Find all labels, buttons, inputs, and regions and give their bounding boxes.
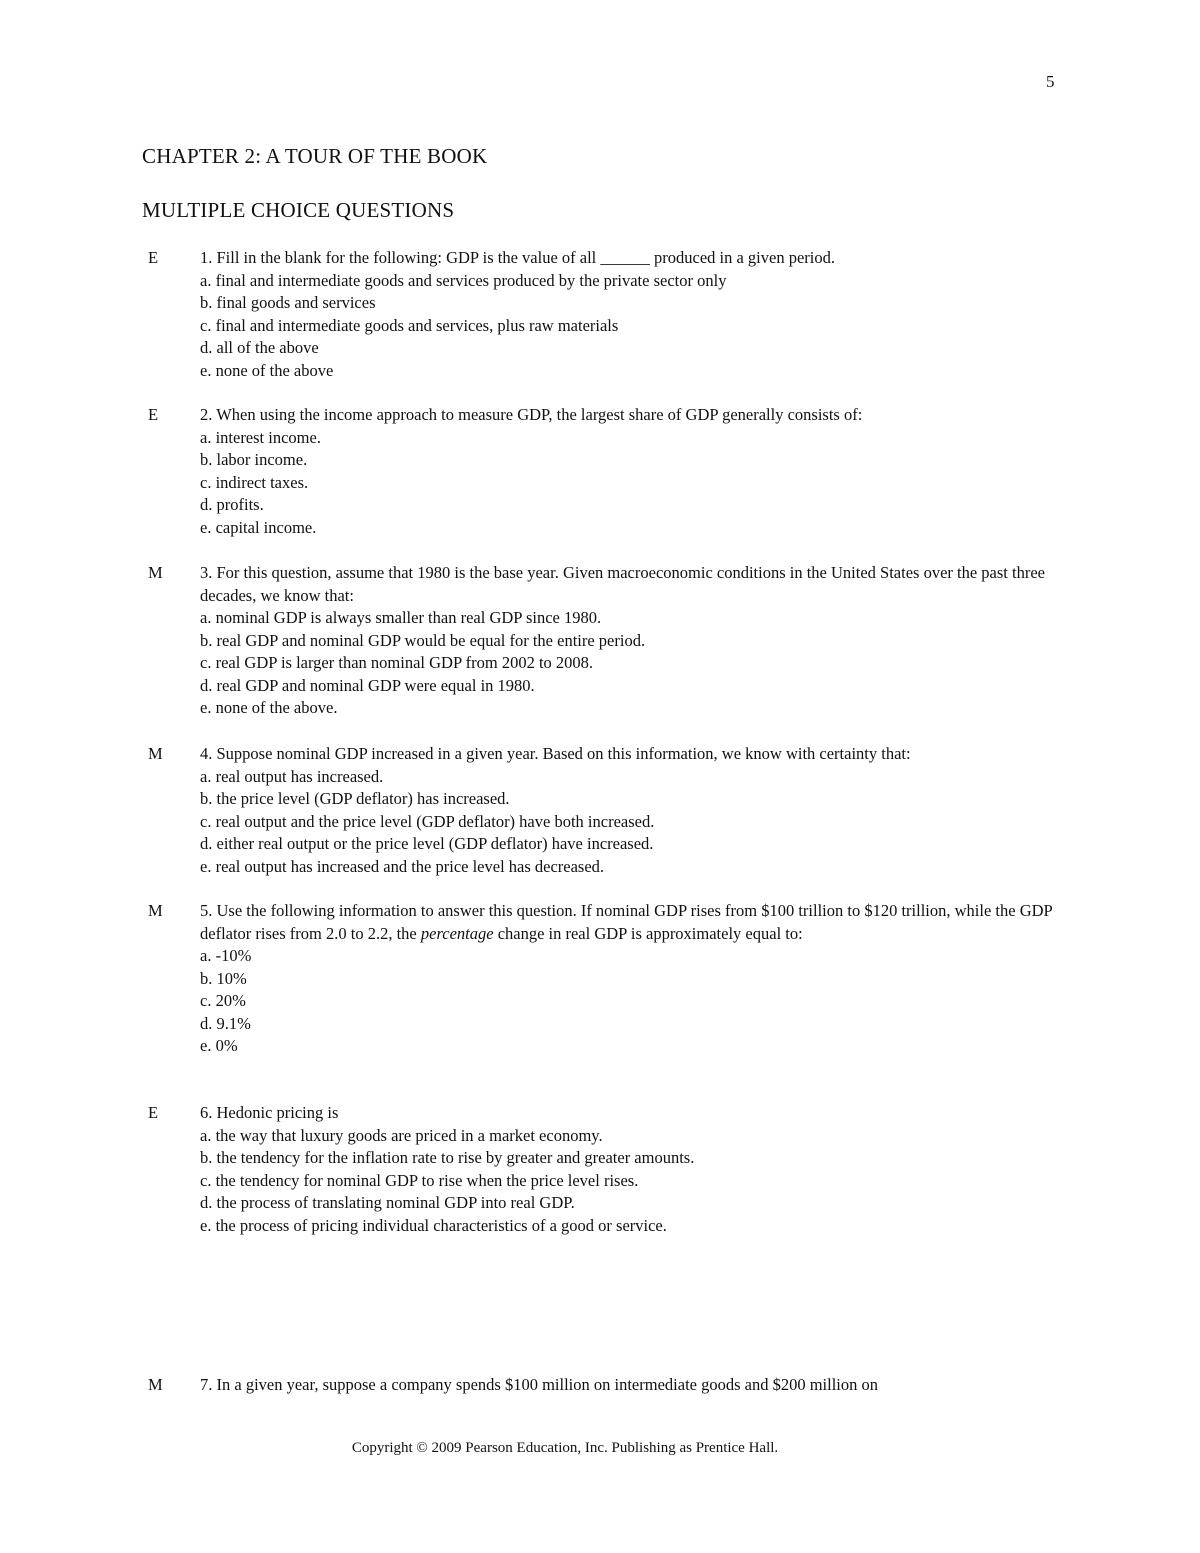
answer-option: c. the tendency for nominal GDP to rise when the price level rises. <box>200 1170 639 1190</box>
difficulty-label: M <box>148 744 163 763</box>
difficulty-label: M <box>148 901 163 920</box>
answer-option: e. capital income. <box>200 517 317 537</box>
answer-option: d. either real output or the price level (GDP deflator) have increased. <box>200 834 654 853</box>
answer-option: a. real output has increased. <box>200 766 384 786</box>
answer-option: b. labor income. <box>200 450 308 469</box>
answer-option: c. indirect taxes. <box>200 472 309 492</box>
answer-option: c. real GDP is larger than nominal GDP from 2002 to 2008. <box>200 653 594 672</box>
answer-option: e. 0% <box>200 1036 238 1055</box>
difficulty-label: M <box>148 563 163 582</box>
stem-text: 5. Use the following information to answer this question. If nominal GDP rises from $100 trillion to $120 trillion, while the GDP deflator rises from 2.0 to 2.2, the <box>200 901 1053 943</box>
question-stem: 3. For this question, assume that 1980 is the base year. Given macroeconomic conditions in the United States over the past three decades, we know that: <box>200 563 1045 605</box>
copyright-footer <box>0 1440 1130 1457</box>
page-number: 5 <box>1046 72 1055 91</box>
stem-emphasis: percentage <box>420 923 494 943</box>
difficulty-label: E <box>148 405 159 424</box>
answer-option: d. the process of translating nominal GDP into real GDP. <box>200 1193 575 1212</box>
answer-option: d. real GDP and nominal GDP were equal in 1980. <box>200 675 535 695</box>
answer-option: e. none of the above. <box>200 698 338 717</box>
stem-text: change in real GDP is approximately equal to: <box>493 923 803 943</box>
answer-option: b. the price level (GDP deflator) has increased. <box>200 789 510 808</box>
answer-option: c. 20% <box>200 991 246 1010</box>
answer-option: e. real output has increased and the price level has decreased. <box>200 856 605 876</box>
question-stem: 4. Suppose nominal GDP increased in a given year. Based on this information, we know with certainty that: <box>200 744 911 763</box>
answer-option: a. final and intermediate goods and services produced by the private sector only <box>200 270 727 290</box>
copyright-text: Copyright © 2009 Pearson Education, Inc. Publishing as Prentice Hall. <box>351 1440 779 1456</box>
answer-option: d. all of the above <box>200 338 319 357</box>
answer-option: e. the process of pricing individual characteristics of a good or service. <box>200 1215 667 1235</box>
answer-option: a. nominal GDP is always smaller than real GDP since 1980. <box>200 608 602 627</box>
chapter-title: CHAPTER 2: A TOUR OF THE BOOK <box>142 144 488 168</box>
answer-option: a. -10% <box>200 946 252 965</box>
answer-option: b. final goods and services <box>200 293 376 312</box>
question-stem: 7. In a given year, suppose a company spends $100 million on intermediate goods and $200 million on <box>200 1375 879 1394</box>
answer-option: b. the tendency for the inflation rate to rise by greater and greater amounts. <box>200 1148 695 1167</box>
answer-option: a. the way that luxury goods are priced in a market economy. <box>200 1125 603 1145</box>
answer-option: a. interest income. <box>200 427 321 447</box>
answer-option: c. real output and the price level (GDP deflator) have both increased. <box>200 811 655 831</box>
answer-option: d. profits. <box>200 495 264 514</box>
answer-option: d. 9.1% <box>200 1013 251 1033</box>
answer-option: b. 10% <box>200 968 247 988</box>
answer-option: b. real GDP and nominal GDP would be equal for the entire period. <box>200 630 646 650</box>
difficulty-label: M <box>148 1375 163 1394</box>
question-stem: 2. When using the income approach to measure GDP, the largest share of GDP generally consists of: <box>200 405 863 424</box>
question-stem: 6. Hedonic pricing is <box>200 1103 339 1122</box>
section-title: MULTIPLE CHOICE QUESTIONS <box>142 198 455 222</box>
difficulty-label: E <box>148 248 159 267</box>
question-stem: 1. Fill in the blank for the following: GDP is the value of all ______ produced in a given period. <box>200 248 835 267</box>
difficulty-label: E <box>148 1103 159 1122</box>
question-stem <box>200 900 1060 945</box>
answer-option: c. final and intermediate goods and services, plus raw materials <box>200 315 619 335</box>
answer-option: e. none of the above <box>200 360 334 380</box>
